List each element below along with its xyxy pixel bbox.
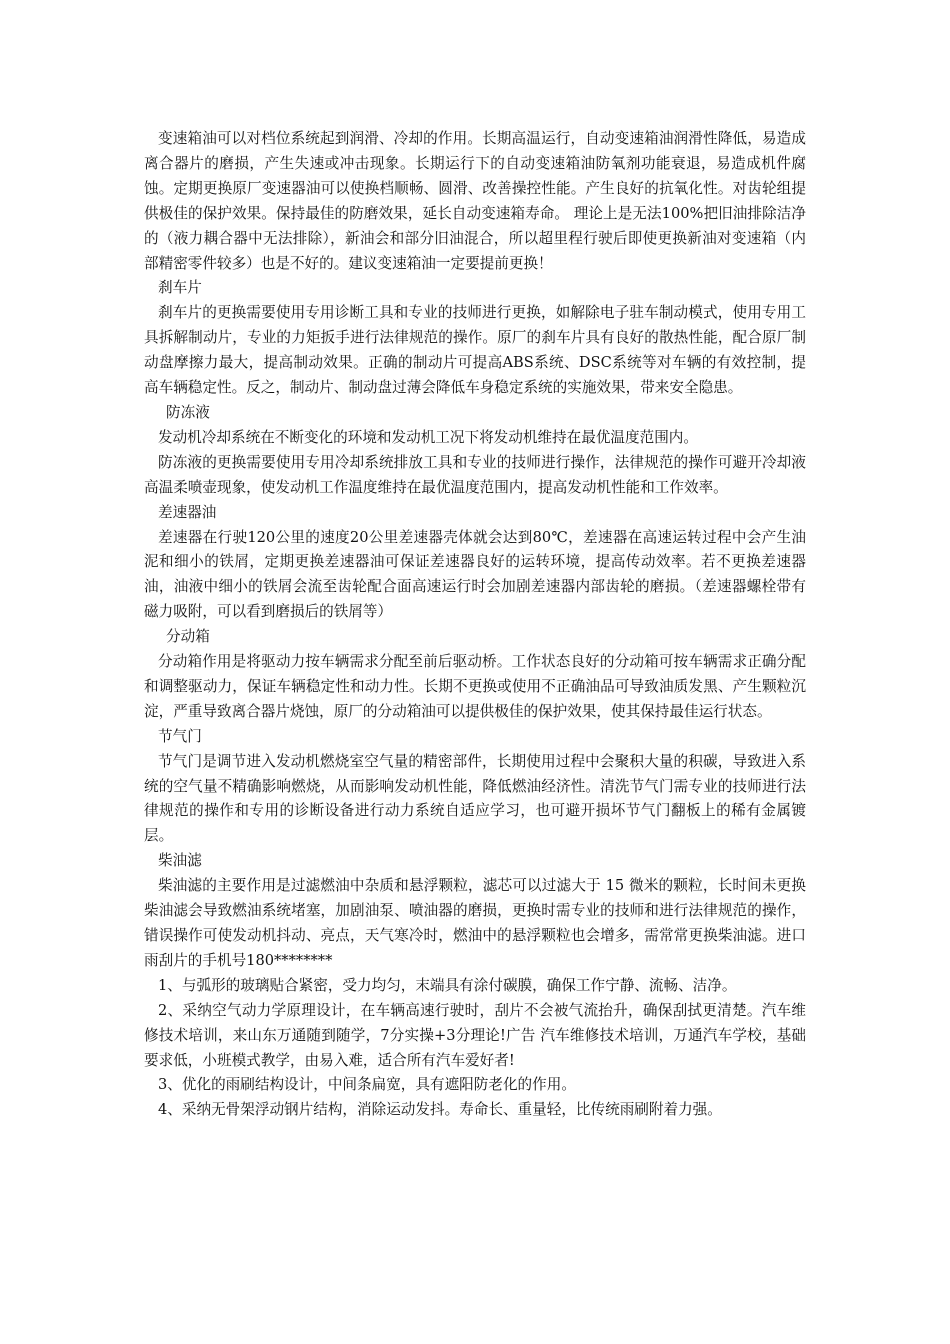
paragraph-wiper-point-1: 1、与弧形的玻璃贴合紧密，受力均匀，末端具有涂付碳膜，确保工作宁静、流畅、洁净。 [158,976,737,994]
paragraph-transmission-oil: 变速箱油可以对档位系统起到润滑、冷却的作用。长期高温运行，自动变速箱油润滑性降低，易造成离合器片的磨损，产生失速或冲击现象。长期运行下的自动变速箱油防氧剂功能衰退，易造成机件腐蚀。定期更换原厂变速器油可以使换档顺畅、圆滑、改善操控性能。产生良好的抗氧化性。对齿轮组提供极佳的保护效果。保持最佳的防磨效果，延长自动变速箱寿命。 理论上是无法100%把旧油排除洁净的（液力耦合器中无法排除），新油会和部分旧油混合，所以超里程行驶后即使更换新油对变速箱（内部精密零件较多）也是不好的。建议变速箱油一定要提前更换！ [144,130,806,272]
paragraph-wiper-point-3: 3、优化的雨刷结构设计，中间条扁宽，具有遮阳防老化的作用。 [158,1076,576,1094]
paragraph-antifreeze-intro: 发动机冷却系统在不断变化的环境和发动机工况下将发动机维持在最优温度范围内。 [158,428,698,446]
document-page [144,127,806,1123]
heading-throttle: 节气门 [158,727,202,745]
paragraph-transfer-case: 分动箱作用是将驱动力按车辆需求分配至前后驱动桥。工作状态良好的分动箱可按车辆需求正确分配和调整驱动力，保证车辆稳定性和动力性。长期不更换或使用不正确油品可导致油质发黑、产生颗粒沉淀，严重导致离合器片烧蚀，原厂的分动箱油可以提供极佳的保护效果，使其保持最佳运行状态。 [144,653,806,720]
heading-differential-oil: 差速器油 [158,503,217,521]
heading-transfer-case: 分动箱 [166,628,210,646]
paragraph-wiper-point-2: 2、采纳空气动力学原理设计，在车辆高速行驶时，刮片不会被气流抬升，确保刮拭更清楚。汽车维修技术培训，来山东万通随到随学，7分实操+3分理论!广告 汽车维修技术培训，万通汽车学校，基础要求低，小班模式教学，由易入难，适合所有汽车爱好者! [144,1001,806,1069]
heading-diesel-filter: 柴油滤 [158,852,202,870]
paragraph-antifreeze: 防冻液的更换需要使用专用冷却系统排放工具和专业的技师进行操作，法律规范的操作可避开冷却液高温柔喷壶现象，使发动机工作温度维持在最优温度范围内，提高发动机性能和工作效率。 [144,453,806,496]
paragraph-diesel-filter: 柴油滤的主要作用是过滤燃油中杂质和悬浮颗粒，滤芯可以过滤大于 15 微米的颗粒，长时间未更换柴油滤会导致燃油系统堵塞，加剧油泵、喷油器的磨损，更换时需专业的技师和进行法律规范的操作，错误操作可使发动机抖动、亮点，天气寒冷时，燃油中的悬浮颗粒也会增多，需常常更换柴油滤。进口雨刮片的手机号180******** [144,877,806,969]
paragraph-differential-oil: 差速器在行驶120公里的速度20公里差速器壳体就会达到80℃，差速器在高速运转过程中会产生油泥和细小的铁屑，定期更换差速器油可保证差速器良好的运转环境，提高传动效率。若不更换差速器油，油液中细小的铁屑会流至齿轮配合面高速运行时会加剧差速器内部齿轮的磨损。（差速器螺栓带有磁力吸附，可以看到磨损后的铁屑等） [144,528,806,621]
paragraph-brake-pads: 刹车片的更换需要使用专用诊断工具和专业的技师进行更换，如解除电子驻车制动模式，使用专用工具拆解制动片，专业的力矩扳手进行法律规范的操作。原厂的刹车片具有良好的散热性能，配合原厂制动盘摩擦力最大，提高制动效果。正确的制动片可提高ABS系统、DSC系统等对车辆的有效控制，提高车辆稳定性。反之，制动片、制动盘过薄会降低车身稳定系统的实施效果，带来安全隐患。 [144,304,806,397]
heading-antifreeze: 防冻液 [166,403,210,421]
paragraph-wiper-point-4: 4、采纳无骨架浮动钢片结构，消除运动发抖。寿命长、重量轻，比传统雨刷附着力强。 [158,1101,722,1119]
paragraph-throttle: 节气门是调节进入发动机燃烧室空气量的精密部件，长期使用过程中会聚积大量的积碳，导致进入系统的空气量不精确影响燃烧，从而影响发动机性能，降低燃油经济性。清洗节气门需专业的技师进行法律规范的操作和专用的诊断设备进行动力系统自适应学习，也可避开损坏节气门翻板上的稀有金属镀层。 [144,752,806,845]
heading-brake-pads: 刹车片 [158,279,202,297]
